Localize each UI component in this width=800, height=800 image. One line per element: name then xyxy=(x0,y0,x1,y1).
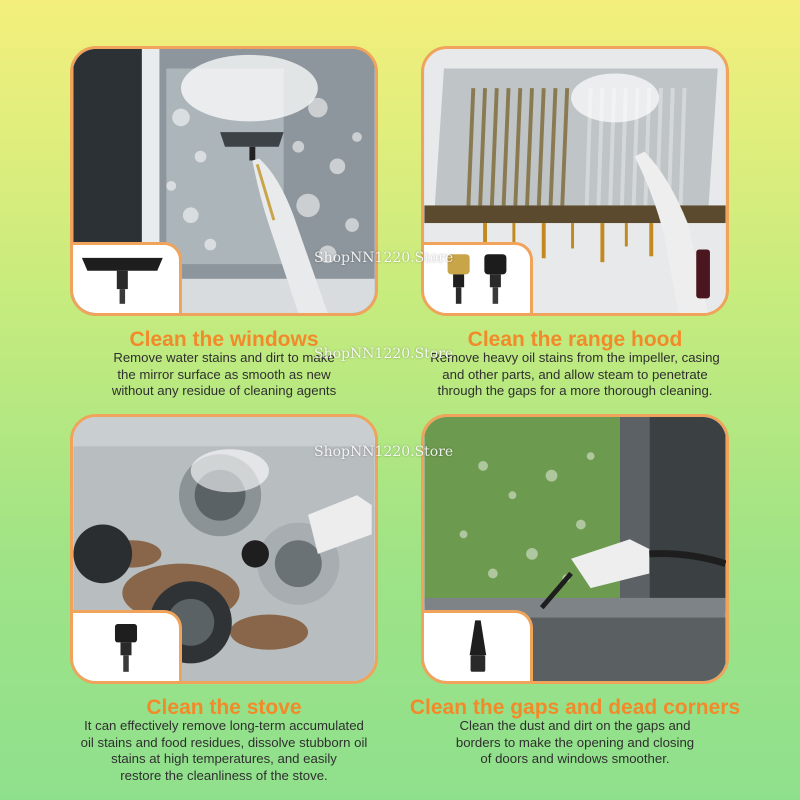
title-clean-range-hood: Clean the range hood xyxy=(467,328,683,351)
watermark-text: ShopNN1220.Store xyxy=(314,250,454,266)
inset-pointed-nozzle xyxy=(421,610,533,684)
panel-windows-image xyxy=(70,46,378,316)
title-clean-gaps: Clean the gaps and dead corners xyxy=(409,696,741,719)
panel-range-hood-image xyxy=(421,46,729,316)
watermark-text: ShopNN1220.Store xyxy=(314,346,454,362)
desc-clean-stove: It can effectively remove long-term accumulated oil stains and food residues, dissolve stubborn oil stains at high temperatures, and easily restore the cleanliness of the stove. xyxy=(80,718,368,783)
pointed-nozzle-icon xyxy=(424,613,530,681)
desc-clean-gaps: Clean the dust and dirt on the gaps and borders to make the opening and closing of doors and windows smoother. xyxy=(455,718,695,766)
title-clean-windows: Clean the windows xyxy=(129,328,319,351)
desc-clean-windows: Remove water stains and dirt to make the mirror surface as smooth as new without any residue of cleaning agents xyxy=(111,350,337,398)
round-brush-icon xyxy=(73,613,179,681)
panel-gaps-image xyxy=(421,414,729,684)
title-clean-stove: Clean the stove xyxy=(146,696,302,719)
flat-squeegee-nozzle-icon xyxy=(73,245,179,313)
watermark-text: ShopNN1220.Store xyxy=(314,444,454,460)
inset-squeegee xyxy=(70,242,182,316)
inset-round-brush xyxy=(70,610,182,684)
desc-clean-range-hood: Remove heavy oil stains from the impeller, casing and other parts, and allow steam to penetrate through the gaps for a more thorough cleaning. xyxy=(430,350,720,398)
